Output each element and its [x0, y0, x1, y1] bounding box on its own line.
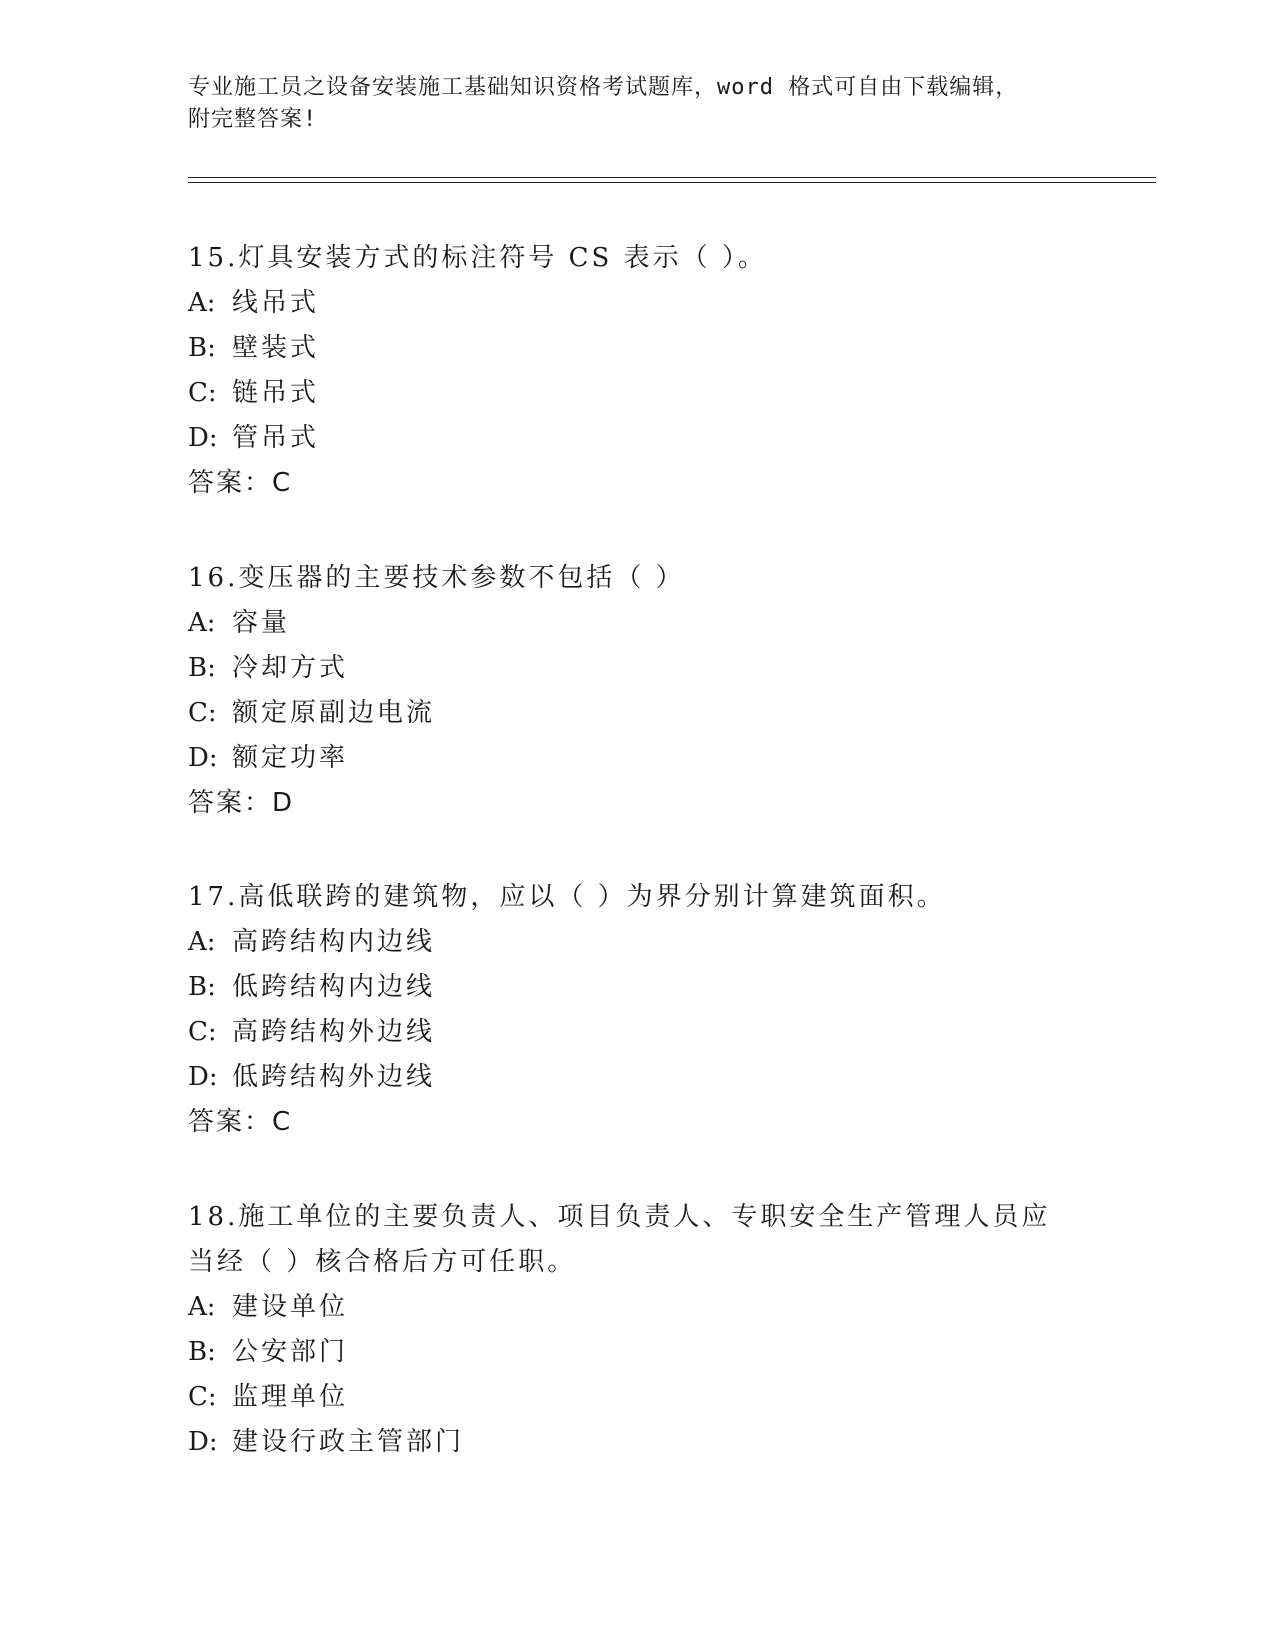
option-text: 线吊式: [232, 288, 320, 318]
option-text: 额定功率: [232, 743, 349, 773]
option-letter: B:: [188, 972, 216, 1002]
option-letter: C:: [188, 1382, 217, 1412]
option-text: 监理单位: [232, 1382, 349, 1412]
option-text: 容量: [232, 608, 291, 638]
option-a: [188, 1285, 1088, 1330]
option-text: 建设单位: [232, 1292, 349, 1322]
header-line-1: 专业施工员之设备安装施工基础知识资格考试题库，word 格式可自由下载编辑，: [188, 75, 1019, 100]
header-divider-top: [188, 177, 1156, 178]
header-line-2: 附完整答案!: [188, 107, 318, 132]
option-letter: B:: [188, 333, 216, 363]
option-letter: A:: [188, 1292, 216, 1322]
option-text: 链吊式: [232, 378, 320, 408]
option-c: [188, 1010, 1088, 1055]
option-letter: D:: [188, 1062, 218, 1092]
option-letter: A:: [188, 927, 216, 957]
question-18: [188, 1195, 1088, 1465]
option-c: [188, 1375, 1088, 1420]
option-letter: B:: [188, 653, 216, 683]
option-text: 额定原副边电流: [232, 698, 436, 728]
option-b: [188, 965, 1088, 1010]
answer-line: [188, 461, 1088, 506]
document-page: [188, 0, 1158, 1650]
option-d: [188, 736, 1088, 781]
option-letter: D:: [188, 423, 218, 453]
question-stem: 18.施工单位的主要负责人、项目负责人、专职安全生产管理人员应当经（ ）核合格后方可任职。: [188, 1202, 1051, 1277]
option-text: 高跨结构内边线: [232, 927, 436, 957]
option-d: [188, 416, 1088, 461]
option-c: [188, 371, 1088, 416]
answer-line: [188, 1100, 1088, 1145]
question-stem: 15.灯具安装方式的标注符号 CS 表示（ ）。: [188, 243, 767, 273]
option-a: [188, 601, 1088, 646]
document-header: [188, 72, 1088, 136]
option-letter: D:: [188, 1427, 218, 1457]
question-15: [188, 236, 1088, 506]
option-b: [188, 1330, 1088, 1375]
option-letter: C:: [188, 1017, 217, 1047]
answer-value: C: [272, 1107, 291, 1137]
option-c: [188, 691, 1088, 736]
option-letter: A:: [188, 288, 216, 318]
answer-value: D: [272, 788, 293, 818]
answer-label: 答案：: [188, 468, 273, 498]
option-letter: C:: [188, 698, 217, 728]
option-text: 低跨结构外边线: [232, 1062, 436, 1092]
question-16: [188, 556, 1088, 826]
option-d: [188, 1055, 1088, 1100]
question-17: [188, 875, 1088, 1145]
question-stem: 16.变压器的主要技术参数不包括（ ）: [188, 563, 685, 593]
option-d: [188, 1420, 1088, 1465]
option-text: 壁装式: [232, 333, 320, 363]
answer-label: 答案：: [188, 788, 273, 818]
option-letter: A:: [188, 608, 216, 638]
option-letter: B:: [188, 1337, 216, 1367]
option-text: 冷却方式: [232, 653, 349, 683]
option-a: [188, 281, 1088, 326]
question-stem: 17.高低联跨的建筑物，应以（ ）为界分别计算建筑面积。: [188, 882, 946, 912]
option-letter: D:: [188, 743, 218, 773]
option-text: 管吊式: [232, 423, 320, 453]
answer-value: C: [272, 468, 291, 498]
option-text: 低跨结构内边线: [232, 972, 436, 1002]
option-text: 建设行政主管部门: [232, 1427, 465, 1457]
answer-label: 答案：: [188, 1107, 273, 1137]
option-text: 公安部门: [232, 1337, 349, 1367]
option-b: [188, 326, 1088, 371]
header-divider-bottom: [188, 182, 1156, 183]
option-a: [188, 920, 1088, 965]
option-b: [188, 646, 1088, 691]
option-text: 高跨结构外边线: [232, 1017, 436, 1047]
option-letter: C:: [188, 378, 217, 408]
answer-line: [188, 781, 1088, 826]
